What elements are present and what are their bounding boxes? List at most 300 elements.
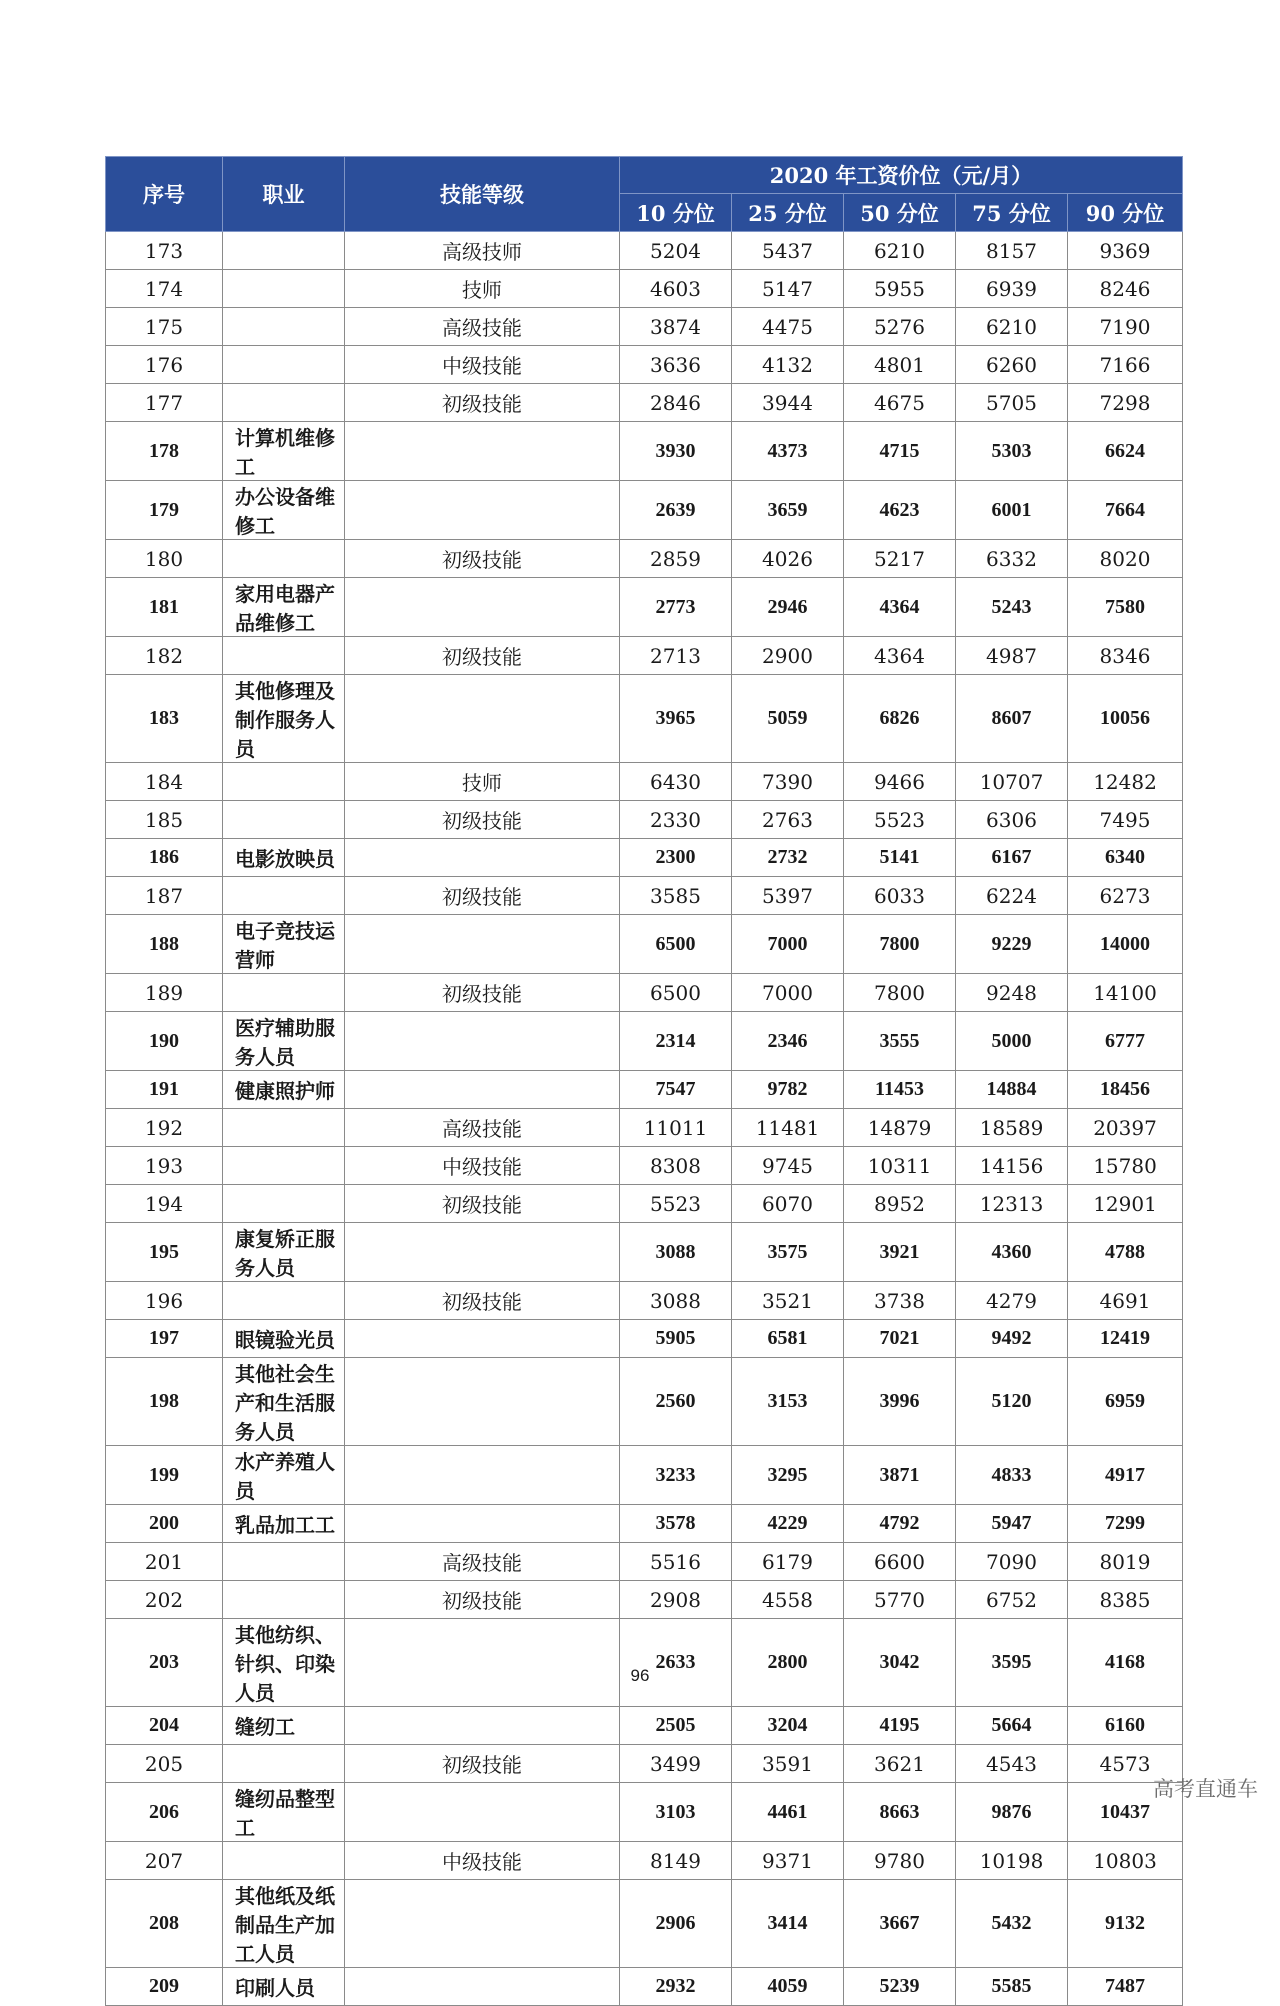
cell-p90: 4788: [1068, 1223, 1183, 1282]
cell-p90: 4168: [1068, 1619, 1183, 1707]
cell-p75: 6332: [956, 540, 1068, 578]
cell-p75: 12313: [956, 1185, 1068, 1223]
cell-p75: 8157: [956, 232, 1068, 270]
cell-p75: 4833: [956, 1446, 1068, 1505]
cell-p90: 6777: [1068, 1012, 1183, 1071]
cell-index: 185: [106, 801, 223, 839]
cell-p75: 5705: [956, 384, 1068, 422]
cell-occupation: [223, 637, 345, 675]
cell-p75: 9492: [956, 1320, 1068, 1358]
cell-occupation: 其他社会生产和生活服务人员: [223, 1358, 345, 1446]
cell-skill-level: [345, 839, 620, 877]
cell-index: 200: [106, 1505, 223, 1543]
header-p10: 10 分位: [620, 194, 732, 232]
cell-p90: 12901: [1068, 1185, 1183, 1223]
table-row: [106, 839, 1183, 877]
cell-index: 198: [106, 1358, 223, 1446]
cell-skill-level: [345, 1320, 620, 1358]
table-row: [106, 1968, 1183, 2006]
header-p90: 90 分位: [1068, 194, 1183, 232]
cell-p90: 6624: [1068, 422, 1183, 481]
table-row: [106, 1783, 1183, 1842]
cell-occupation: 计算机维修工: [223, 422, 345, 481]
cell-p10: 2859: [620, 540, 732, 578]
cell-p25: 7000: [732, 915, 844, 974]
cell-p90: 15780: [1068, 1147, 1183, 1185]
cell-skill-level: 初级技能: [345, 801, 620, 839]
cell-skill-level: [345, 1880, 620, 1968]
table-row: [106, 1071, 1183, 1109]
cell-skill-level: 初级技能: [345, 540, 620, 578]
cell-p75: 10707: [956, 763, 1068, 801]
cell-p50: 3921: [844, 1223, 956, 1282]
table-row: [106, 675, 1183, 763]
cell-p25: 2800: [732, 1619, 844, 1707]
cell-p90: 8385: [1068, 1581, 1183, 1619]
cell-skill-level: [345, 422, 620, 481]
cell-p90: 7166: [1068, 346, 1183, 384]
cell-p10: 5516: [620, 1543, 732, 1581]
cell-index: 208: [106, 1880, 223, 1968]
cell-index: 206: [106, 1783, 223, 1842]
cell-p50: 3621: [844, 1745, 956, 1783]
cell-p75: 6001: [956, 481, 1068, 540]
cell-p50: 6210: [844, 232, 956, 270]
cell-p90: 6160: [1068, 1707, 1183, 1745]
cell-p50: 9780: [844, 1842, 956, 1880]
cell-index: 201: [106, 1543, 223, 1581]
cell-p10: 3578: [620, 1505, 732, 1543]
cell-p25: 3153: [732, 1358, 844, 1446]
cell-p75: 4543: [956, 1745, 1068, 1783]
cell-p25: 5437: [732, 232, 844, 270]
cell-p50: 5239: [844, 1968, 956, 2006]
cell-p10: 3233: [620, 1446, 732, 1505]
cell-occupation: 眼镜验光员: [223, 1320, 345, 1358]
cell-occupation: 电影放映员: [223, 839, 345, 877]
cell-p10: 2300: [620, 839, 732, 877]
header-p50: 50 分位: [844, 194, 956, 232]
cell-skill-level: [345, 1358, 620, 1446]
cell-p50: 4792: [844, 1505, 956, 1543]
cell-skill-level: [345, 1783, 620, 1842]
cell-skill-level: [345, 1012, 620, 1071]
cell-p25: 2946: [732, 578, 844, 637]
table-row: [106, 1358, 1183, 1446]
cell-p50: 11453: [844, 1071, 956, 1109]
header-p75: 75 分位: [956, 194, 1068, 232]
cell-p10: 8308: [620, 1147, 732, 1185]
cell-p10: 3930: [620, 422, 732, 481]
cell-p90: 4917: [1068, 1446, 1183, 1505]
cell-skill-level: 技师: [345, 270, 620, 308]
cell-p25: 9782: [732, 1071, 844, 1109]
cell-skill-level: [345, 1619, 620, 1707]
cell-p10: 2639: [620, 481, 732, 540]
cell-p10: 2932: [620, 1968, 732, 2006]
cell-p25: 2346: [732, 1012, 844, 1071]
cell-p50: 3738: [844, 1282, 956, 1320]
cell-skill-level: 初级技能: [345, 974, 620, 1012]
cell-p50: 9466: [844, 763, 956, 801]
cell-index: 202: [106, 1581, 223, 1619]
cell-p50: 7800: [844, 915, 956, 974]
cell-p25: 9371: [732, 1842, 844, 1880]
cell-skill-level: 初级技能: [345, 384, 620, 422]
cell-p25: 11481: [732, 1109, 844, 1147]
cell-occupation: 健康照护师: [223, 1071, 345, 1109]
table-row: [106, 974, 1183, 1012]
cell-p10: 3585: [620, 877, 732, 915]
cell-index: 197: [106, 1320, 223, 1358]
cell-index: 181: [106, 578, 223, 637]
cell-index: 195: [106, 1223, 223, 1282]
cell-p75: 9229: [956, 915, 1068, 974]
table-row: [106, 915, 1183, 974]
table-row: [106, 422, 1183, 481]
cell-skill-level: 高级技能: [345, 308, 620, 346]
cell-p75: 7090: [956, 1543, 1068, 1581]
cell-p90: 7664: [1068, 481, 1183, 540]
cell-p75: 6306: [956, 801, 1068, 839]
cell-p50: 6033: [844, 877, 956, 915]
cell-p50: 4715: [844, 422, 956, 481]
cell-p25: 4373: [732, 422, 844, 481]
cell-p10: 2633: [620, 1619, 732, 1707]
table-row: [106, 1707, 1183, 1745]
table-row: [106, 801, 1183, 839]
cell-skill-level: 高级技能: [345, 1109, 620, 1147]
cell-index: 209: [106, 1968, 223, 2006]
cell-p75: 9876: [956, 1783, 1068, 1842]
cell-p10: 3636: [620, 346, 732, 384]
cell-index: 182: [106, 637, 223, 675]
cell-p10: 2505: [620, 1707, 732, 1745]
table-row: [106, 637, 1183, 675]
cell-p10: 4603: [620, 270, 732, 308]
cell-p10: 7547: [620, 1071, 732, 1109]
cell-skill-level: 初级技能: [345, 1185, 620, 1223]
cell-p50: 3996: [844, 1358, 956, 1446]
cell-index: 180: [106, 540, 223, 578]
cell-p50: 4801: [844, 346, 956, 384]
cell-index: 189: [106, 974, 223, 1012]
table-row: [106, 384, 1183, 422]
page-number: 96: [630, 1666, 650, 1685]
cell-skill-level: 中级技能: [345, 1147, 620, 1185]
cell-p10: 3874: [620, 308, 732, 346]
cell-occupation: 其他修理及制作服务人员: [223, 675, 345, 763]
cell-p75: 4279: [956, 1282, 1068, 1320]
cell-index: 205: [106, 1745, 223, 1783]
cell-p50: 5276: [844, 308, 956, 346]
table-row: [106, 1842, 1183, 1880]
cell-occupation: [223, 1842, 345, 1880]
cell-p90: 10056: [1068, 675, 1183, 763]
cell-p25: 3575: [732, 1223, 844, 1282]
cell-p90: 6959: [1068, 1358, 1183, 1446]
cell-p75: 14156: [956, 1147, 1068, 1185]
cell-p10: 2713: [620, 637, 732, 675]
table-row: [106, 1446, 1183, 1505]
cell-p10: 5905: [620, 1320, 732, 1358]
cell-p25: 2732: [732, 839, 844, 877]
cell-index: 192: [106, 1109, 223, 1147]
cell-p25: 7390: [732, 763, 844, 801]
cell-p50: 6826: [844, 675, 956, 763]
table-row: [106, 1282, 1183, 1320]
cell-p90: 8346: [1068, 637, 1183, 675]
cell-occupation: 医疗辅助服务人员: [223, 1012, 345, 1071]
cell-occupation: [223, 1581, 345, 1619]
cell-p25: 9745: [732, 1147, 844, 1185]
cell-occupation: [223, 1109, 345, 1147]
cell-p25: 5147: [732, 270, 844, 308]
cell-skill-level: 初级技能: [345, 637, 620, 675]
cell-index: 196: [106, 1282, 223, 1320]
cell-p90: 7495: [1068, 801, 1183, 839]
table-row: [106, 1147, 1183, 1185]
cell-p90: 20397: [1068, 1109, 1183, 1147]
table-row: [106, 481, 1183, 540]
cell-index: 183: [106, 675, 223, 763]
cell-p10: 2330: [620, 801, 732, 839]
cell-p25: 3204: [732, 1707, 844, 1745]
cell-index: 179: [106, 481, 223, 540]
cell-occupation: [223, 308, 345, 346]
cell-p50: 8663: [844, 1783, 956, 1842]
cell-p50: 14879: [844, 1109, 956, 1147]
cell-p25: 4059: [732, 1968, 844, 2006]
cell-occupation: [223, 1543, 345, 1581]
cell-p25: 6179: [732, 1543, 844, 1581]
cell-p50: 3667: [844, 1880, 956, 1968]
cell-p25: 7000: [732, 974, 844, 1012]
table-row: [106, 1185, 1183, 1223]
cell-p10: 3965: [620, 675, 732, 763]
cell-occupation: [223, 346, 345, 384]
cell-index: 177: [106, 384, 223, 422]
cell-p90: 10437: [1068, 1783, 1183, 1842]
cell-p25: 5059: [732, 675, 844, 763]
cell-index: 207: [106, 1842, 223, 1880]
cell-skill-level: [345, 481, 620, 540]
cell-skill-level: [345, 1223, 620, 1282]
cell-index: 204: [106, 1707, 223, 1745]
cell-p25: 3659: [732, 481, 844, 540]
cell-occupation: 乳品加工工: [223, 1505, 345, 1543]
cell-p25: 4229: [732, 1505, 844, 1543]
cell-p10: 11011: [620, 1109, 732, 1147]
cell-p25: 4026: [732, 540, 844, 578]
cell-p25: 3414: [732, 1880, 844, 1968]
cell-p75: 6260: [956, 346, 1068, 384]
cell-p50: 5141: [844, 839, 956, 877]
cell-occupation: 其他纺织、针织、印染人员: [223, 1619, 345, 1707]
cell-index: 193: [106, 1147, 223, 1185]
cell-occupation: [223, 974, 345, 1012]
cell-p75: 5432: [956, 1880, 1068, 1968]
cell-p75: 4360: [956, 1223, 1068, 1282]
cell-p50: 5523: [844, 801, 956, 839]
cell-p50: 3871: [844, 1446, 956, 1505]
cell-p75: 9248: [956, 974, 1068, 1012]
cell-p75: 4987: [956, 637, 1068, 675]
cell-skill-level: [345, 1968, 620, 2006]
cell-occupation: 电子竞技运营师: [223, 915, 345, 974]
table-row: [106, 1012, 1183, 1071]
cell-p90: 14100: [1068, 974, 1183, 1012]
cell-p50: 4623: [844, 481, 956, 540]
cell-skill-level: 高级技能: [345, 1543, 620, 1581]
cell-p10: 5204: [620, 232, 732, 270]
cell-p10: 8149: [620, 1842, 732, 1880]
cell-occupation: [223, 1745, 345, 1783]
cell-occupation: [223, 384, 345, 422]
cell-p90: 7487: [1068, 1968, 1183, 2006]
table-row: [106, 1543, 1183, 1581]
cell-index: 190: [106, 1012, 223, 1071]
cell-p10: 2314: [620, 1012, 732, 1071]
cell-occupation: [223, 270, 345, 308]
cell-p75: 6939: [956, 270, 1068, 308]
cell-p90: 6273: [1068, 877, 1183, 915]
table-row: [106, 232, 1183, 270]
watermark-text: 高考直通车: [1153, 1777, 1258, 1801]
cell-p75: 6752: [956, 1581, 1068, 1619]
cell-p50: 6600: [844, 1543, 956, 1581]
cell-p90: 12482: [1068, 763, 1183, 801]
cell-occupation: 缝纫品整型工: [223, 1783, 345, 1842]
cell-p75: 5243: [956, 578, 1068, 637]
cell-p10: 2560: [620, 1358, 732, 1446]
cell-p50: 4195: [844, 1707, 956, 1745]
cell-p90: 12419: [1068, 1320, 1183, 1358]
cell-p25: 2763: [732, 801, 844, 839]
cell-p25: 3295: [732, 1446, 844, 1505]
cell-p90: 7580: [1068, 578, 1183, 637]
cell-p25: 3944: [732, 384, 844, 422]
cell-skill-level: [345, 1505, 620, 1543]
cell-index: 174: [106, 270, 223, 308]
cell-skill-level: 初级技能: [345, 1282, 620, 1320]
table-row: [106, 270, 1183, 308]
cell-p50: 3042: [844, 1619, 956, 1707]
table-row: [106, 1745, 1183, 1783]
cell-p25: 6070: [732, 1185, 844, 1223]
cell-p25: 4461: [732, 1783, 844, 1842]
cell-p75: 5303: [956, 422, 1068, 481]
cell-skill-level: 中级技能: [345, 1842, 620, 1880]
cell-p90: 9369: [1068, 232, 1183, 270]
cell-p75: 5585: [956, 1968, 1068, 2006]
cell-p50: 5770: [844, 1581, 956, 1619]
cell-p90: 18456: [1068, 1071, 1183, 1109]
cell-index: 203: [106, 1619, 223, 1707]
cell-p25: 2900: [732, 637, 844, 675]
cell-skill-level: 初级技能: [345, 1745, 620, 1783]
cell-skill-level: [345, 675, 620, 763]
cell-p90: 8020: [1068, 540, 1183, 578]
cell-occupation: [223, 540, 345, 578]
header-wage-group: 2020 年工资价位（元/月）: [620, 157, 1183, 194]
cell-occupation: 印刷人员: [223, 1968, 345, 2006]
cell-index: 184: [106, 763, 223, 801]
cell-p50: 4364: [844, 578, 956, 637]
cell-p75: 14884: [956, 1071, 1068, 1109]
cell-p50: 7021: [844, 1320, 956, 1358]
cell-p50: 4675: [844, 384, 956, 422]
table-row: [106, 1581, 1183, 1619]
cell-occupation: 办公设备维修工: [223, 481, 345, 540]
cell-p25: 4132: [732, 346, 844, 384]
cell-occupation: [223, 1185, 345, 1223]
cell-index: 191: [106, 1071, 223, 1109]
cell-p75: 5947: [956, 1505, 1068, 1543]
cell-p50: 10311: [844, 1147, 956, 1185]
cell-p75: 5120: [956, 1358, 1068, 1446]
cell-p50: 5955: [844, 270, 956, 308]
cell-p10: 5523: [620, 1185, 732, 1223]
cell-p75: 5000: [956, 1012, 1068, 1071]
table-row: [106, 308, 1183, 346]
table-row: [106, 346, 1183, 384]
cell-p50: 3555: [844, 1012, 956, 1071]
cell-occupation: 缝纫工: [223, 1707, 345, 1745]
cell-p10: 2908: [620, 1581, 732, 1619]
table-row: [106, 578, 1183, 637]
cell-index: 173: [106, 232, 223, 270]
cell-p25: 3521: [732, 1282, 844, 1320]
cell-p75: 6167: [956, 839, 1068, 877]
table-row: [106, 763, 1183, 801]
cell-p90: 8246: [1068, 270, 1183, 308]
cell-p75: 10198: [956, 1842, 1068, 1880]
cell-p10: 3088: [620, 1282, 732, 1320]
cell-skill-level: 初级技能: [345, 877, 620, 915]
cell-p10: 2773: [620, 578, 732, 637]
cell-p90: 4691: [1068, 1282, 1183, 1320]
header-skill-level: 技能等级: [345, 157, 620, 232]
cell-index: 199: [106, 1446, 223, 1505]
cell-p25: 3591: [732, 1745, 844, 1783]
cell-occupation: [223, 232, 345, 270]
cell-occupation: [223, 1147, 345, 1185]
cell-skill-level: [345, 915, 620, 974]
cell-p10: 6500: [620, 974, 732, 1012]
cell-p90: 10803: [1068, 1842, 1183, 1880]
cell-p10: 3499: [620, 1745, 732, 1783]
cell-p90: 14000: [1068, 915, 1183, 974]
cell-index: 194: [106, 1185, 223, 1223]
cell-skill-level: [345, 1071, 620, 1109]
table-row: [106, 1505, 1183, 1543]
cell-skill-level: [345, 1707, 620, 1745]
cell-occupation: [223, 801, 345, 839]
table-body: [106, 232, 1183, 2006]
cell-p25: 6581: [732, 1320, 844, 1358]
cell-p75: 6210: [956, 308, 1068, 346]
header-occupation: 职业: [223, 157, 345, 232]
cell-index: 178: [106, 422, 223, 481]
cell-p90: 7299: [1068, 1505, 1183, 1543]
cell-p75: 18589: [956, 1109, 1068, 1147]
cell-p50: 4364: [844, 637, 956, 675]
table-row: [106, 1109, 1183, 1147]
cell-occupation: 水产养殖人员: [223, 1446, 345, 1505]
cell-p90: 7298: [1068, 384, 1183, 422]
cell-occupation: [223, 763, 345, 801]
